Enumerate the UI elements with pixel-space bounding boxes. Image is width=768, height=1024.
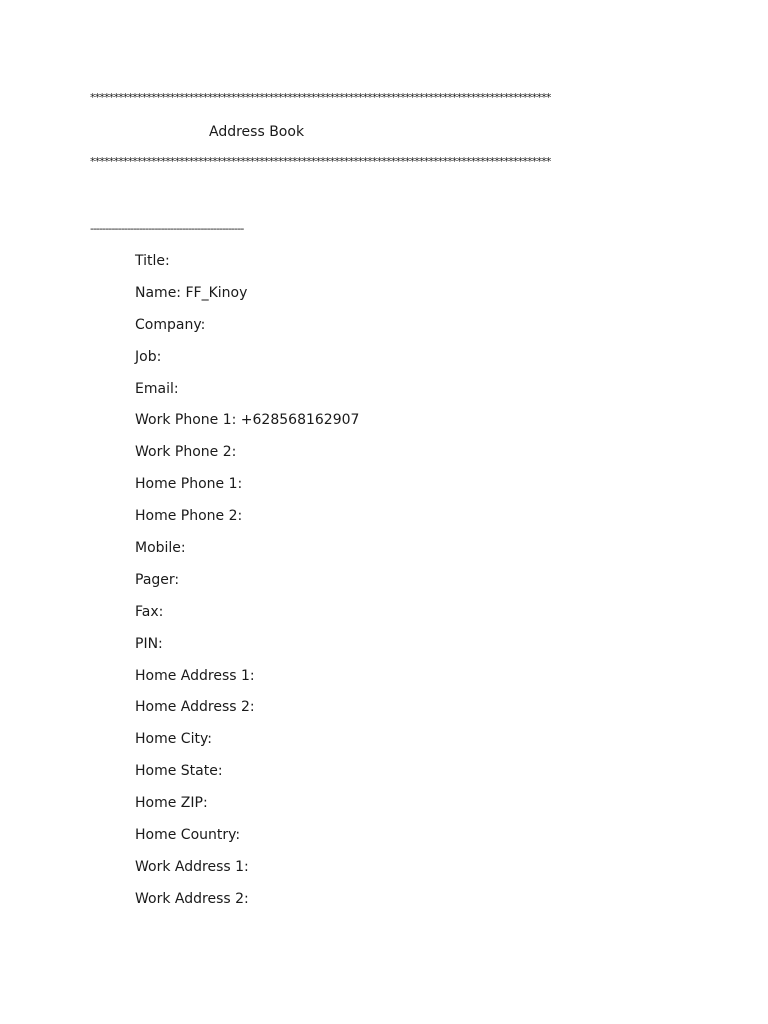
field-label: PIN: <box>135 635 163 652</box>
field-home-zip <box>135 793 359 825</box>
field-name <box>135 283 359 315</box>
field-label: Work Address 1: <box>135 858 249 875</box>
field-label: Fax: <box>135 603 164 620</box>
field-email <box>135 379 359 411</box>
field-value: +628568162907 <box>240 412 360 429</box>
field-label: Name: <box>135 284 182 301</box>
field-label: Work Address 2: <box>135 890 249 907</box>
field-label: Home State: <box>135 763 223 780</box>
field-work-phone-1 <box>135 410 359 442</box>
field-work-phone-2 <box>135 442 359 474</box>
field-label: Work Phone 2: <box>135 444 237 461</box>
field-label: Email: <box>135 380 179 397</box>
field-home-country <box>135 825 359 857</box>
field-home-state <box>135 761 359 793</box>
field-pager <box>135 570 359 602</box>
field-home-phone-1 <box>135 474 359 506</box>
field-company <box>135 315 359 347</box>
header-rule-top: ************************************************************************************************** <box>90 91 551 104</box>
field-label: Home ZIP: <box>135 795 208 812</box>
field-fax <box>135 602 359 634</box>
field-label: Work Phone 1: <box>135 412 237 429</box>
field-home-city <box>135 729 359 761</box>
field-label: Title: <box>135 253 170 269</box>
field-label: Home Phone 2: <box>135 508 243 525</box>
page-title: Address Book <box>209 124 305 140</box>
field-label: Job: <box>135 348 162 365</box>
field-label: Pager: <box>135 571 180 588</box>
field-home-phone-2 <box>135 506 359 538</box>
field-pin <box>135 634 359 666</box>
field-home-address-1 <box>135 666 359 698</box>
field-label: Mobile: <box>135 540 186 557</box>
field-job <box>135 347 359 379</box>
field-label: Company: <box>135 316 206 333</box>
contact-field-list <box>135 251 359 921</box>
field-title <box>135 251 359 283</box>
field-label: Home City: <box>135 731 212 748</box>
field-work-address-2 <box>135 889 359 921</box>
field-value: FF_Kinoy <box>185 284 248 301</box>
field-home-address-2 <box>135 697 359 729</box>
header-rule-bottom: ************************************************************************************************** <box>90 155 551 168</box>
field-work-address-1 <box>135 857 359 889</box>
field-mobile <box>135 538 359 570</box>
field-label: Home Phone 1: <box>135 476 243 493</box>
field-label: Home Address 2: <box>135 699 255 716</box>
entry-separator: -------------------------------------------------- <box>90 222 244 235</box>
field-label: Home Address 1: <box>135 667 255 684</box>
field-label: Home Country: <box>135 827 241 844</box>
